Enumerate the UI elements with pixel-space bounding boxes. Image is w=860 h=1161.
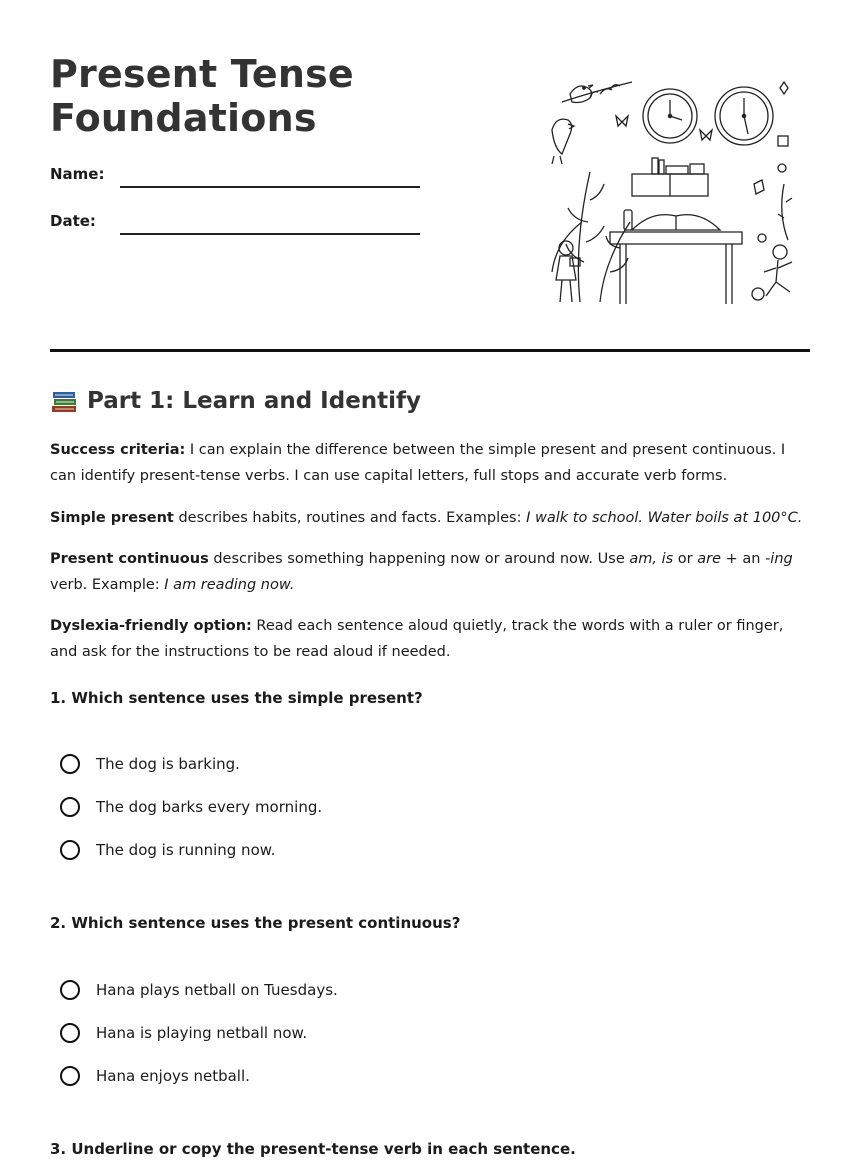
- present-continuous-text-2: or: [673, 551, 698, 567]
- plant-icon: [552, 172, 630, 302]
- simple-present-label: Simple present: [50, 510, 174, 526]
- q2-option-b-label: Hana is playing netball now.: [96, 1024, 308, 1042]
- present-continuous-explanation: [50, 546, 814, 598]
- present-continuous-label: Present continuous: [50, 551, 209, 567]
- section-divider: [50, 349, 810, 352]
- q1-option-a-label: The dog is barking.: [96, 755, 240, 773]
- classroom-illustration: [540, 72, 810, 312]
- clock-icon: [715, 87, 773, 145]
- desk-icon: [610, 210, 742, 304]
- date-label: Date:: [50, 212, 96, 230]
- success-criteria-text: I can explain the difference between the simple present and present continuous. I can identify present-tense verbs. I can use capital letters, full stops and accurate verb forms.: [50, 442, 786, 484]
- success-criteria: [50, 437, 814, 489]
- page-title: [50, 52, 354, 140]
- question-2: 2. Which sentence uses the present continuous?: [50, 914, 461, 932]
- q2-option-a[interactable]: [60, 980, 338, 1000]
- q1-option-b[interactable]: [60, 797, 322, 817]
- radio-button[interactable]: [60, 980, 80, 1000]
- q1-option-c-label: The dog is running now.: [96, 841, 276, 859]
- dyslexia-option: [50, 613, 814, 665]
- q2-option-c-label: Hana enjoys netball.: [96, 1067, 250, 1085]
- present-continuous-are: are: [697, 551, 722, 567]
- ball-icon: [752, 288, 764, 300]
- flower-icon: [758, 234, 766, 242]
- child-running-icon: [752, 245, 792, 300]
- simple-present-example: I walk to school. Water boils at 100°C.: [526, 510, 803, 526]
- dyslexia-option-text: Read each sentence aloud quietly, track the words with a ruler or finger, and ask for the instructions to be read aloud if needed.: [50, 618, 784, 660]
- present-continuous-am-is: am, is: [629, 551, 674, 567]
- q2-option-a-label: Hana plays netball on Tuesdays.: [96, 981, 338, 999]
- radio-button[interactable]: [60, 1066, 80, 1086]
- shell-icon: [754, 180, 764, 194]
- title-line-1: Present Tense: [50, 52, 354, 96]
- present-continuous-ing: -ing: [765, 551, 793, 567]
- present-continuous-text-3: + an: [721, 551, 766, 567]
- books-icon: [50, 388, 78, 414]
- butterfly-icon: [616, 116, 628, 126]
- radio-button[interactable]: [60, 797, 80, 817]
- name-label: Name:: [50, 165, 105, 183]
- parrot-icon: [552, 119, 574, 164]
- success-criteria-label: Success criteria:: [50, 442, 186, 458]
- clock-icon: [643, 89, 697, 143]
- butterfly-icon: [700, 130, 712, 140]
- question-3: 3. Underline or copy the present-tense verb in each sentence.: [50, 1140, 576, 1158]
- present-continuous-text-4: verb. Example:: [50, 577, 165, 593]
- q1-option-a[interactable]: [60, 754, 240, 774]
- present-continuous-text-1: describes something happening now or around now. Use: [208, 551, 630, 567]
- flower-icon: [778, 164, 786, 172]
- radio-button[interactable]: [60, 1023, 80, 1043]
- leaf-icon: [780, 82, 788, 94]
- simple-present-text: describes habits, routines and facts. Examples:: [173, 510, 527, 526]
- child-reading-icon: [556, 241, 580, 302]
- q1-option-c[interactable]: [60, 840, 275, 860]
- present-continuous-example: I am reading now.: [164, 577, 295, 593]
- dyslexia-option-label: Dyslexia-friendly option:: [50, 618, 252, 634]
- title-line-2: Foundations: [50, 96, 317, 140]
- q1-option-b-label: The dog barks every morning.: [96, 798, 323, 816]
- simple-present-explanation: [50, 505, 814, 531]
- q2-option-c[interactable]: [60, 1066, 250, 1086]
- bird-icon: [562, 82, 632, 103]
- date-field[interactable]: [120, 233, 420, 235]
- blocks-icon: [778, 136, 788, 146]
- shelf-icon: [632, 158, 708, 196]
- radio-button[interactable]: [60, 840, 80, 860]
- flower-stem-icon: [778, 184, 792, 240]
- part1-heading-text: Part 1: Learn and Identify: [87, 388, 422, 414]
- name-field[interactable]: [120, 186, 420, 188]
- q2-option-b[interactable]: [60, 1023, 307, 1043]
- part1-heading: [50, 388, 421, 414]
- question-1: 1. Which sentence uses the simple present?: [50, 689, 423, 707]
- radio-button[interactable]: [60, 754, 80, 774]
